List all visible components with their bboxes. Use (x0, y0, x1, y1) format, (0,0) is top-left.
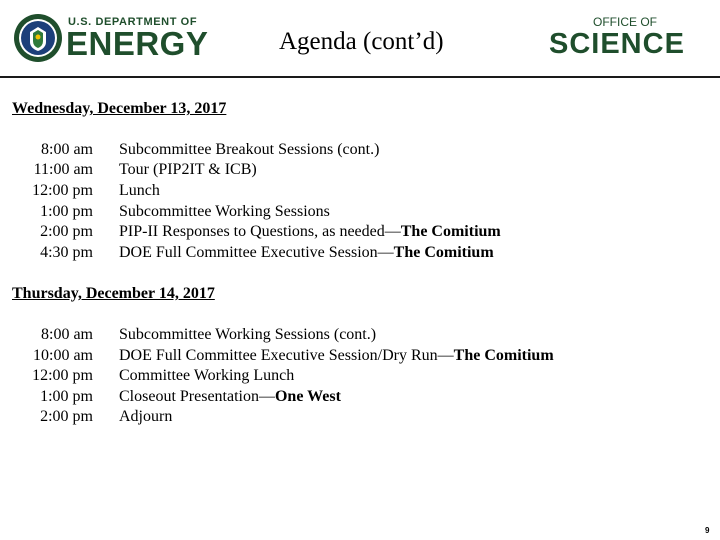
agenda-row (0, 346, 720, 366)
agenda-description: Closeout Presentation—One West (119, 388, 341, 405)
agenda-time: 12:00 pm (32, 367, 93, 384)
agenda-description: Lunch (119, 182, 160, 199)
doe-logo-line1: U.S. DEPARTMENT OF (68, 16, 198, 28)
agenda-time: 2:00 pm (40, 408, 93, 425)
day-heading-wednesday: Wednesday, December 13, 2017 (12, 100, 227, 117)
agenda-description: DOE Full Committee Executive Session/Dry Run—The Comitium (119, 347, 554, 364)
agenda-description: Committee Working Lunch (119, 367, 295, 384)
agenda-row (0, 202, 720, 222)
office-of-science-logo-line2: SCIENCE (549, 28, 685, 60)
agenda-row (0, 160, 720, 180)
agenda-row (0, 325, 720, 345)
agenda-row (0, 243, 720, 263)
agenda-time: 10:00 am (33, 347, 93, 364)
agenda-description: Tour (PIP2IT & ICB) (119, 161, 257, 178)
agenda-row (0, 407, 720, 427)
slide-header (0, 0, 720, 80)
agenda-description: Subcommittee Breakout Sessions (cont.) (119, 141, 380, 158)
agenda-time: 2:00 pm (40, 223, 93, 240)
agenda-time: 4:30 pm (40, 244, 93, 261)
day-heading-thursday: Thursday, December 14, 2017 (12, 285, 215, 302)
agenda-time: 1:00 pm (40, 388, 93, 405)
agenda-time: 8:00 am (41, 326, 93, 343)
agenda-description: Adjourn (119, 408, 173, 425)
agenda-time: 1:00 pm (40, 203, 93, 220)
agenda-description: DOE Full Committee Executive Session—The Comitium (119, 244, 494, 261)
agenda-time: 12:00 pm (32, 182, 93, 199)
header-divider (0, 76, 720, 78)
doe-logo-line2: ENERGY (66, 25, 209, 62)
agenda-row (0, 366, 720, 386)
agenda-time: 11:00 am (33, 161, 93, 178)
agenda-row (0, 387, 720, 407)
office-of-science-logo-line1: OFFICE OF (593, 15, 657, 29)
agenda-time: 8:00 am (41, 141, 93, 158)
agenda-description: PIP-II Responses to Questions, as needed—The Comitium (119, 223, 501, 240)
doe-seal-icon (13, 13, 63, 63)
agenda-row (0, 181, 720, 201)
page-title: Agenda (cont’d) (279, 28, 444, 55)
page-number: 9 (705, 526, 710, 535)
agenda-row (0, 140, 720, 160)
agenda-description: Subcommittee Working Sessions (cont.) (119, 326, 377, 343)
agenda-row (0, 222, 720, 242)
agenda-description: Subcommittee Working Sessions (119, 203, 330, 220)
